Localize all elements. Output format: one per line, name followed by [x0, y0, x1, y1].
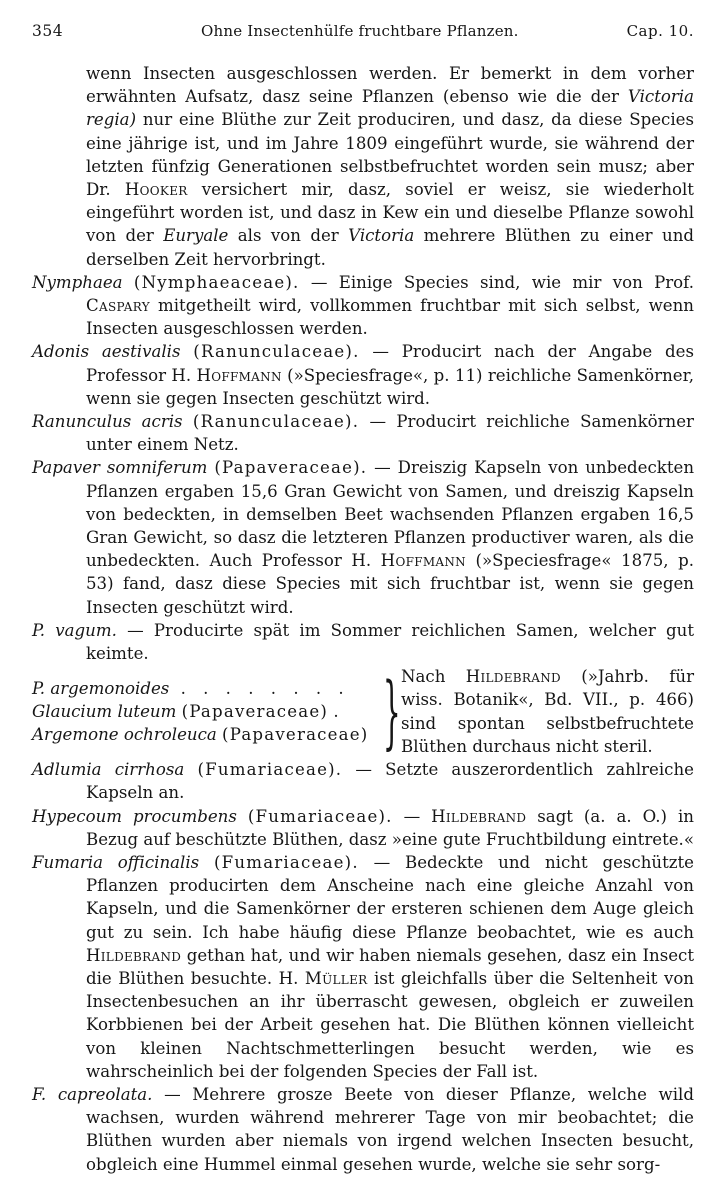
species-name: Hypecoum procumbens — [32, 806, 237, 826]
family-name: (Papaveraceae) — [222, 725, 369, 745]
author-name: Hoffmann — [380, 551, 466, 571]
page-number: 354 — [32, 22, 64, 40]
entry-fumaria — [32, 851, 694, 1083]
family-name: (Fumariaceae). — [197, 760, 343, 780]
family-name: (Fumariaceae). — [213, 852, 359, 872]
species-name: P. argemonoides — [32, 678, 170, 698]
species-name: Nymphaea — [32, 272, 123, 292]
entry-hypecoum — [32, 805, 694, 851]
species-name: P. vagum. — [32, 620, 117, 640]
species-list — [32, 677, 377, 747]
entry-ranunculus — [32, 410, 694, 456]
author-name: Hoffmann — [196, 365, 282, 385]
text-run: mehrere Blüthen zu einer und derselben Zeit hervorbringt. — [86, 226, 695, 269]
text-run: — Dreiszig Kapseln von unbedeckten Pflanzen ergaben 15,6 Gran Gewicht von Samen, und dreiszig Kapseln von bedeckten, in demselben Beet wachsenden Pflanzen ergaben 16,5 Gran Gewicht, so dasz die letzteren Pflanzen productiver waren, als die unbedeckten. Auch Professor H. — [86, 458, 695, 571]
text-run: sagt (a. a. O.) in Bezug auf beschützte Blüthen, dasz »eine gute Fruchtbildung eintrete.« — [86, 806, 694, 849]
text-run: — Producirt nach der Angabe des Professor H. — [86, 342, 694, 385]
continuation-paragraph — [32, 62, 694, 271]
text-run: gethan hat, und wir haben niemals gesehen, dasz ein Insect die Blüthen besuchte. H. — [86, 945, 694, 988]
entry-adonis — [32, 340, 694, 410]
species-name: Ranunculus acris — [32, 412, 183, 432]
species-name: Adlumia cirrhosa — [32, 760, 185, 780]
text-run: als von der — [228, 226, 349, 246]
leader-dots: . . . . . . . . — [169, 678, 350, 698]
author-name: Caspary — [86, 296, 150, 316]
text-run: — Bedeckte und nicht geschützte Pflanzen producirten dem Anscheine nach eine gleiche Anzahl von Kapseln, und die Samenkörner der ersteren schienen dem Auge gleich gut zu sein. Ich habe häufig diese Pflanze beobachtet, wie es auch — [86, 852, 694, 942]
species-name: F. capreolata. — [32, 1084, 153, 1104]
text-run: versichert mir, dasz, soviel er weisz, sie wiederholt eingeführt worden ist, und dasz in Kew ein und dieselbe Pflanze sowohl von der — [86, 180, 694, 246]
species-name: Fumaria officinalis — [32, 852, 200, 872]
species-name: Papaver somniferum — [32, 458, 208, 478]
text-run: — Producirt reichliche Samenkörner unter einem Netz. — [86, 412, 694, 455]
species-name: Glaucium luteum — [32, 702, 177, 722]
text-run: Nach — [401, 667, 466, 687]
family-name: (Fumariaceae). — [247, 806, 393, 826]
text-run: (»Speciesfrage« 1875, p. 53) fand, dasz diese Species mit sich fruchtbar ist, wenn sie gegen Insecten geschützt wird. — [86, 551, 694, 617]
entry-group-papaveraceae — [32, 665, 694, 758]
family-name: (Ranunculaceae). — [192, 412, 360, 432]
running-title: Ohne Insectenhülfe fruchtbare Pflanzen. — [201, 22, 519, 40]
leader-dots: . — [328, 702, 339, 722]
species-name: Victoria regia) — [86, 87, 694, 130]
text-run: — Mehrere grosze Beete von dieser Pflanze, welche wild wachsen, wurden während mehrerer Tage von mir beobachtet; die Blüthen wurden aber niemals von irgend welchen Insecten besucht, obgleich eine Hummel einmal gesehen wurde, welche sie sehr sorg- — [86, 1084, 694, 1174]
text-run: wenn Insecten ausgeschlossen werden. Er bemerkt in dem vorher erwähnten Aufsatz, dasz seine Pflanzen (ebenso wie die der — [86, 64, 694, 107]
family-name: (Papaveraceae) — [181, 702, 329, 722]
entry-papaver — [32, 456, 694, 618]
species-name: Euryale — [163, 226, 229, 246]
page-header — [32, 22, 694, 62]
text-run: — — [392, 806, 432, 826]
text-run: — Setzte auszerordentlich zahlreiche Kapseln an. — [86, 760, 694, 803]
species-name: Victoria — [348, 226, 415, 246]
page-body — [32, 62, 694, 1176]
author-name: Hildebrand — [431, 806, 527, 826]
author-name: Hildebrand — [465, 667, 561, 687]
chapter-label: Cap. 10. — [626, 22, 694, 40]
entry-capreolata — [32, 1083, 694, 1176]
curly-brace: } — [382, 664, 401, 758]
species-name: Argemone ochroleuca — [32, 725, 217, 745]
author-name: Hildebrand — [86, 945, 182, 965]
species-name: Adonis aestivalis — [32, 342, 181, 362]
group-text — [401, 665, 694, 758]
text-run: — Producirte spät im Sommer reichlichen Samen, welcher gut keimte. — [86, 620, 694, 664]
text-run: nur eine Blüthe zur Zeit produciren, und dasz, da diese Species eine jährige ist, und im Jahre 1809 eingeführt wurde, sie während der letzten fünfzig Generationen selbstbefruchtet worden sein musz; aber Dr. — [86, 110, 694, 200]
text-run: — Einige Species sind, wie mir von Prof. — [299, 272, 694, 292]
species-line — [32, 723, 377, 746]
entry-p-vagum — [32, 619, 694, 665]
species-line — [32, 677, 377, 700]
family-name: (Papaveraceae). — [214, 458, 368, 478]
entry-nymphaea — [32, 271, 694, 341]
text-run: mitgetheilt wird, vollkommen fruchtbar mit sich selbst, wenn Insecten ausgeschlossen werden. — [86, 296, 694, 339]
family-name: (Nymphaeaceae). — [133, 272, 300, 292]
text-run: ist gleichfalls über die Seltenheit von Insectenbesuchen an ihr überrascht gewesen, obgleich er zuweilen Korbbienen bei der Arbeit gesehen hat. Die Blüthen können vielleicht von kleinen Nachtschmetterlingen besucht werden, wie es wahrscheinlich bei der folgenden Species der Fall ist. — [86, 968, 694, 1081]
species-line — [32, 700, 377, 723]
entry-adlumia — [32, 758, 694, 804]
family-name: (Ranunculaceae). — [193, 342, 360, 362]
author-name: Müller — [304, 968, 368, 988]
text-run: (»Speciesfrage«, p. 11) reichliche Samenkörner, wenn sie gegen Insecten geschützt wird. — [86, 365, 694, 408]
text-run: (»Jahrb. für wiss. Botanik«, Bd. VII., p. 466) sind spontan selbstbefruchtete Blüthen durchaus nicht steril. — [401, 667, 695, 756]
author-name: Hooker — [124, 180, 188, 200]
